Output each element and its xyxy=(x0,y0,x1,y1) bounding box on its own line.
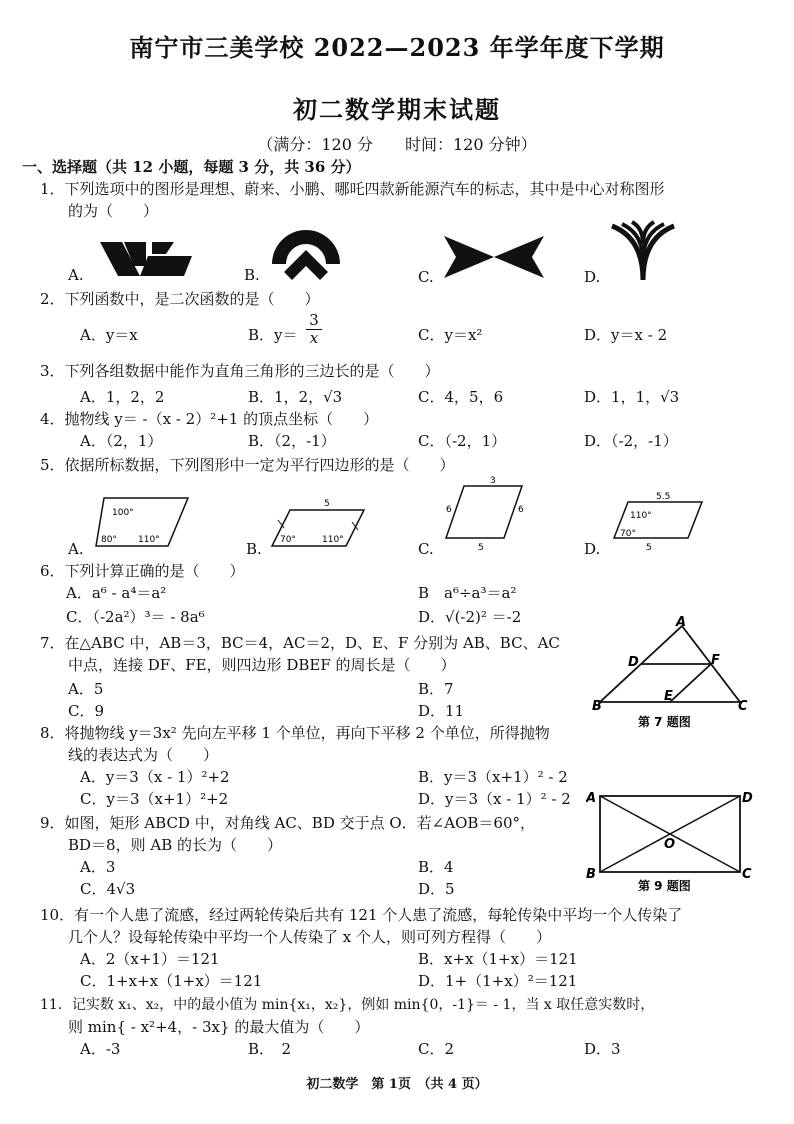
q11-option-b: B． 2 xyxy=(248,1040,292,1058)
q5-a-angle-110: 110° xyxy=(138,535,160,545)
q6-stem: 6．下列计算正确的是（ ） xyxy=(40,562,245,580)
q11-option-c: C．2 xyxy=(418,1040,455,1058)
q9-stem-line1: 9．如图，矩形 ABCD 中，对角线 AC、BD 交于点 O．若∠AOB＝60°， xyxy=(40,814,535,832)
q7-label-c: C xyxy=(738,699,748,714)
q2-option-a: A．y＝x xyxy=(80,326,138,344)
q9-label-b: B xyxy=(586,867,596,882)
q5-stem: 5．依据所标数据，下列图形中一定为平行四边形的是（ ） xyxy=(40,456,455,474)
exam-subtitle: 初二数学期末试题 xyxy=(293,95,501,124)
q5-c-right: 6 xyxy=(518,505,524,515)
q6-option-d: D．√(-2)² ＝-2 xyxy=(418,608,522,626)
q4-option-c: C．（-2，1） xyxy=(418,432,507,450)
q11-option-d: D．3 xyxy=(584,1040,621,1058)
q8-option-c: C．y＝3（x+1）²+2 xyxy=(80,790,229,808)
q11-stem-line1: 11．记实数 x₁、x₂，中的最小值为 min{x₁，x₂}，例如 min{0，-1}＝ - 1，当 x 取任意实数时， xyxy=(40,997,655,1013)
q8-stem-line1: 8．将抛物线 y＝3x² 先向左平移 1 个单位，再向下平移 2 个单位，所得抛物 xyxy=(40,724,550,742)
q5-c-bottom: 5 xyxy=(478,543,484,553)
q2-option-b-numerator: 3 xyxy=(306,312,322,330)
q3-option-b: B．1，2，√3 xyxy=(248,388,343,406)
q5-d-top: 5.5 xyxy=(656,492,671,502)
q9-label-o: O xyxy=(664,837,676,852)
q4-option-d: D．（-2，-1） xyxy=(584,432,678,450)
q10-option-a: A．2（x+1）＝121 xyxy=(80,950,220,968)
q2-option-c: C．y＝x² xyxy=(418,326,483,344)
q1-logo-d xyxy=(608,220,678,282)
q6-option-b: B a⁶÷a³＝a² xyxy=(418,584,517,602)
q7-option-b: B．7 xyxy=(418,680,454,698)
q5-figure-a xyxy=(92,490,192,552)
q3-option-a: A．1，2，2 xyxy=(80,388,165,406)
q7-label-b: B xyxy=(592,699,602,714)
q5-d-angle-110: 110° xyxy=(630,511,652,521)
q7-label-f: F xyxy=(711,653,720,668)
q9-label-d: D xyxy=(742,791,753,806)
q2-stem: 2．下列函数中，是二次函数的是（ ） xyxy=(40,290,320,308)
q5-a-angle-80: 80° xyxy=(101,535,117,545)
q2-option-b xyxy=(248,326,298,344)
q5-option-a-label: A. xyxy=(68,540,84,558)
q1-option-c-label: C. xyxy=(418,268,434,286)
q5-figure-c xyxy=(440,474,536,554)
q9-label-c: C xyxy=(742,867,752,882)
q9-option-a: A．3 xyxy=(80,858,116,876)
q1-option-d-label: D. xyxy=(584,268,601,286)
q9-label-a: A xyxy=(586,791,597,806)
q7-label-e: E xyxy=(664,689,673,704)
q5-option-c-label: C. xyxy=(418,540,434,558)
q7-stem-line2: 中点，连接 DF、FE，则四边形 DBEF 的周长是（ ） xyxy=(68,656,456,674)
q6-option-a: A．a⁶ - a⁴＝a² xyxy=(66,584,167,602)
q5-c-top: 3 xyxy=(490,476,496,486)
q3-stem: 3．下列各组数据中能作为直角三角形的三边长的是（ ） xyxy=(40,362,440,380)
q6-option-c: C．（-2a²）³＝ - 8a⁶ xyxy=(66,608,205,626)
q7-option-c: C．9 xyxy=(68,702,105,720)
q1-stem-line2: 的为（ ） xyxy=(68,202,159,220)
q9-option-b: B．4 xyxy=(418,858,454,876)
q11-stem-line2: 则 min{ - x²+4，- 3x} 的最大值为（ ） xyxy=(68,1018,370,1036)
q2-option-b-denominator: x xyxy=(309,329,319,347)
q8-option-d: D．y＝3（x - 1）² - 2 xyxy=(418,790,571,808)
q2-option-d: D．y＝x - 2 xyxy=(584,326,668,344)
q5-a-angle-100: 100° xyxy=(112,508,134,518)
q9-figure xyxy=(586,784,756,896)
q5-c-left: 6 xyxy=(446,505,452,515)
q4-option-a: A．（2，1） xyxy=(80,432,163,450)
q1-stem-line1: 1．下列选项中的图形是理想、蔚来、小鹏、哪吒四款新能源汽车的标志，其中是中心对称图形 xyxy=(40,180,665,198)
q5-d-bottom: 5 xyxy=(646,543,652,553)
q8-stem-line2: 线的表达式为（ ） xyxy=(68,746,219,764)
q5-figure-d xyxy=(608,490,708,556)
q1-option-a-label: A. xyxy=(68,266,84,284)
q1-logo-c xyxy=(442,232,546,282)
q9-option-d: D．5 xyxy=(418,880,455,898)
q7-label-a: A xyxy=(676,615,687,630)
q4-option-b: B．（2，-1） xyxy=(248,432,336,450)
q7-figure xyxy=(590,614,750,730)
q5-figure-b xyxy=(268,494,368,554)
q5-option-b-label: B. xyxy=(246,540,262,558)
q7-option-d: D．11 xyxy=(418,702,465,720)
q7-label-d: D xyxy=(628,655,639,670)
q5-b-angle-110: 110° xyxy=(322,535,344,545)
q7-stem-line1: 7．在△ABC 中，AB＝3，BC＝4，AC＝2，D、E、F 分别为 AB、BC、AC xyxy=(40,634,560,652)
q1-logo-a xyxy=(96,236,196,282)
q7-option-a: A．5 xyxy=(68,680,104,698)
q5-d-angle-70: 70° xyxy=(620,529,636,539)
section-heading: 一、选择题（共 12 小题，每题 3 分，共 36 分） xyxy=(22,158,361,176)
q5-b-side-5: 5 xyxy=(324,499,330,509)
q5-option-d-label: D. xyxy=(584,540,601,558)
exam-info: （满分：120 分 时间：120 分钟） xyxy=(257,135,537,154)
q9-caption: 第 9 题图 xyxy=(638,879,691,893)
q3-option-d: D．1，1，√3 xyxy=(584,388,680,406)
q9-option-c: C．4√3 xyxy=(80,880,136,898)
q1-logo-b xyxy=(268,222,344,286)
q10-stem-line2: 几个人？设每轮传染中平均一个人传染了 x 个人，则可列方程得（ ） xyxy=(68,928,551,946)
q9-stem-line2: BD＝8，则 AB 的长为（ ） xyxy=(68,836,282,854)
q1-option-b-label: B. xyxy=(244,266,260,284)
q10-option-b: B．x+x（1+x）＝121 xyxy=(418,950,578,968)
q2-option-b-prefix: B．y＝ xyxy=(248,326,298,344)
q8-option-a: A．y＝3（x - 1）²+2 xyxy=(80,768,230,786)
q5-b-angle-70: 70° xyxy=(280,535,296,545)
q10-option-d: D．1+（1+x）²＝121 xyxy=(418,972,578,990)
q7-caption: 第 7 题图 xyxy=(638,715,691,729)
q10-option-c: C．1+x+x（1+x）＝121 xyxy=(80,972,263,990)
q11-option-a: A．-3 xyxy=(80,1040,121,1058)
q2-option-b-fraction xyxy=(306,312,322,347)
q10-stem-line1: 10．有一个人患了流感，经过两轮传染后共有 121 个人患了流感，每轮传染中平均一个人传染了 xyxy=(40,906,683,924)
page-footer: 初二数学 第 1页 （共 4 页） xyxy=(306,1077,488,1092)
q8-option-b: B．y＝3（x+1）² - 2 xyxy=(418,768,568,786)
q3-option-c: C．4，5，6 xyxy=(418,388,504,406)
q4-stem: 4．抛物线 y＝ -（x - 2）²+1 的顶点坐标（ ） xyxy=(40,410,379,428)
exam-title: 南宁市三美学校 2022—2023 年学年度下学期 xyxy=(129,33,665,62)
